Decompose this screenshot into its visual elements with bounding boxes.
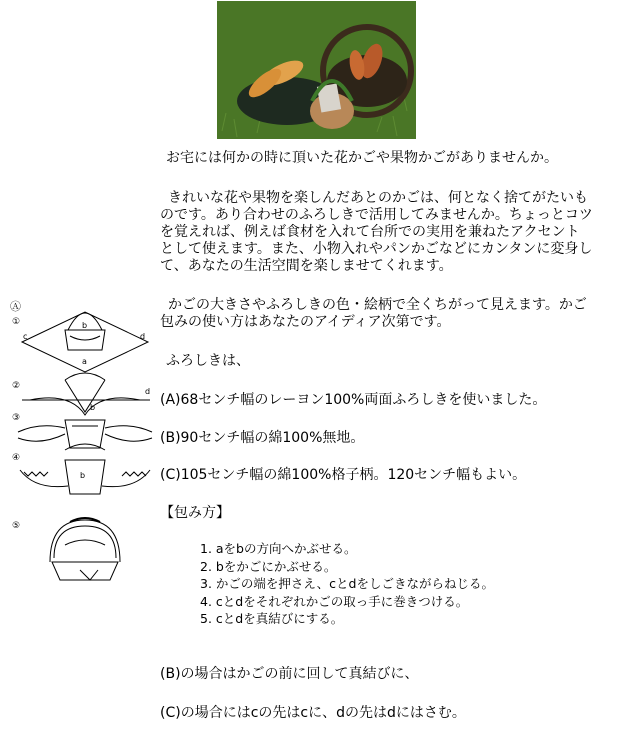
step4-diagram — [20, 444, 150, 494]
step-mark: ④ — [12, 453, 21, 463]
how-to-title: 【包み方】 — [160, 505, 230, 521]
step-mark: ② — [12, 381, 21, 391]
step1-diagram — [22, 312, 148, 372]
option-b: (B)90センチ幅の綿100%無地。 — [160, 430, 365, 446]
step-item: 1. aをbの方向へかぶせる。 — [200, 541, 357, 556]
step-mark: ① — [12, 317, 21, 327]
furoshiki-label: ふろしきは、 — [166, 353, 250, 369]
svg-text:d: d — [145, 387, 151, 396]
step-item: 5. cとdを真結びにする。 — [200, 611, 344, 626]
basket-photo — [217, 1, 416, 139]
step2-diagram — [22, 373, 150, 415]
note-c: (C)の場合にはcの先はcに、dの先はdにはさむ。 — [160, 705, 466, 721]
step5-diagram — [50, 518, 120, 580]
svg-text:b: b — [80, 471, 86, 480]
step-mark: ⑤ — [12, 521, 21, 531]
paragraph-line: 包みの使い方はあなたのアイディア次第です。 — [160, 314, 451, 330]
wrapping-diagram — [10, 300, 160, 590]
basket-photo-art — [217, 1, 416, 139]
step-item: 3. かごの端を押さえ、cとdをしごきながらねじる。 — [200, 576, 494, 591]
wrapping-steps — [200, 540, 494, 628]
paragraph-reuse-basket — [160, 190, 610, 275]
step-item: 4. cとdをそれぞれかごの取っ手に巻きつける。 — [200, 593, 469, 609]
intro-text: お宅には何かの時に頂いた花かごや果物かごがありませんか。 — [166, 150, 558, 166]
paragraph-line: を覚えれば、例えば食材を入れて台所での実用を兼ねたアクセント — [160, 224, 580, 240]
option-c: (C)105センチ幅の綿100%格子柄。120センチ幅もよい。 — [160, 467, 527, 483]
step-item: 2. bをかごにかぶせる。 — [200, 558, 337, 574]
svg-text:b: b — [90, 403, 96, 412]
diagram-title-mark: Ⓐ — [10, 300, 21, 313]
paragraph-line: として使えます。また、小物入れやパンかごなどにカンタンに変身し — [160, 241, 593, 257]
paragraph-line: きれいな花や果物を楽しんだあとのかごは、何となく捨てがたいも — [168, 190, 588, 206]
corner-label-d: d — [140, 332, 146, 341]
step-mark: ③ — [12, 413, 21, 423]
corner-label-c: c — [23, 332, 28, 341]
paragraph-line: かごの大きさやふろしきの色・絵柄で全くちがって見えます。かご — [168, 297, 587, 313]
paragraph-line: て、あなたの生活空間を楽しませてくれます。 — [160, 258, 453, 274]
corner-label-a: a — [82, 357, 87, 366]
option-a: (A)68センチ幅のレーヨン100%両面ふろしきを使いました。 — [160, 392, 547, 408]
paragraph-line: のです。あり合わせのふろしきで活用してみませんか。ちょっとコツ — [160, 207, 593, 223]
note-b: (B)の場合はかごの前に回して真結びに、 — [160, 666, 419, 682]
corner-label-b: b — [82, 321, 88, 330]
paragraph-appearance — [160, 297, 610, 331]
